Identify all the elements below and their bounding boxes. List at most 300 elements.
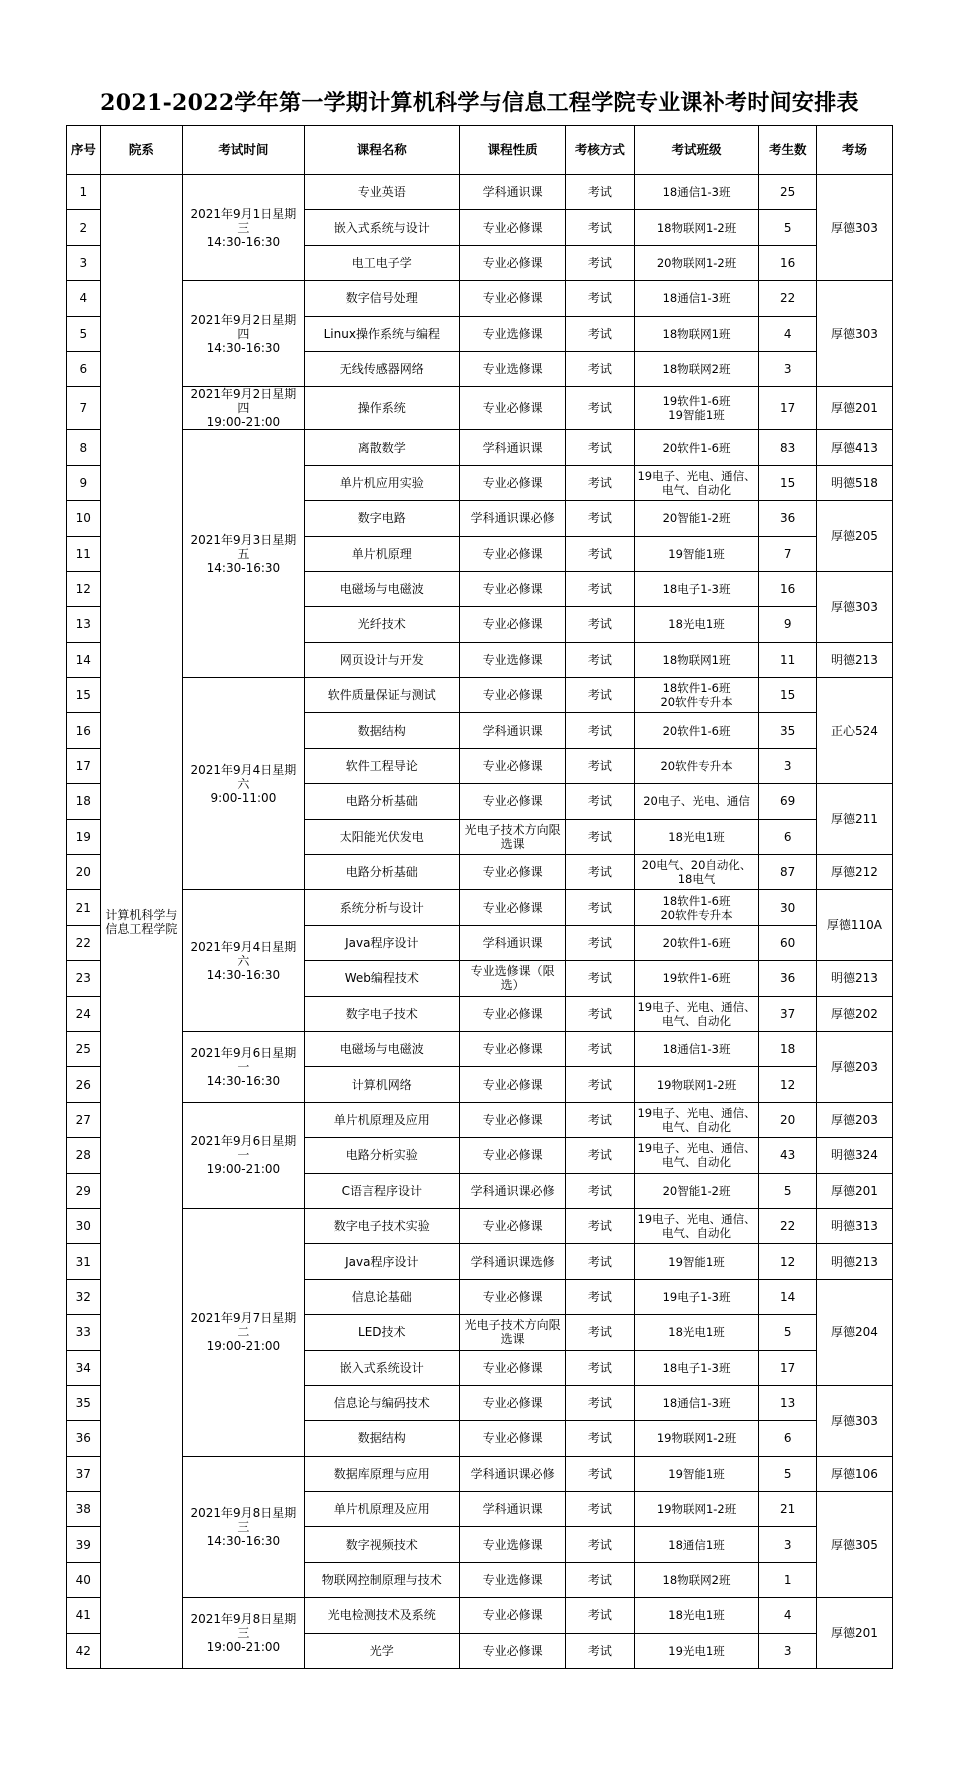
table-row (67, 1102, 893, 1137)
row-number-cell: 39 (67, 1527, 101, 1562)
page-title: 2021-2022学年第一学期计算机科学与信息工程学院专业课补考时间安排表 (100, 90, 859, 116)
course-type-cell: 学科通识课必修 (459, 1456, 565, 1491)
exam-time-cell: 2021年9月4日星期六 14:30-16:30 (183, 890, 305, 1032)
assessment-method-cell: 考试 (566, 316, 634, 351)
course-type-cell: 专业必修课 (459, 890, 565, 925)
exam-class-cell: 19电子、光电、通信、电气、自动化 (634, 1208, 759, 1243)
row-number-cell: 20 (67, 855, 101, 890)
row-number-cell: 32 (67, 1279, 101, 1314)
course-type-cell: 专业必修课 (459, 855, 565, 890)
exam-class-cell: 20软件1-6班 (634, 430, 759, 465)
assessment-method-cell: 考试 (566, 1598, 634, 1633)
exam-class-cell: 18通信1-3班 (634, 1031, 759, 1066)
course-type-cell: 专业选修课 (459, 1562, 565, 1597)
course-name-cell: 光学 (304, 1633, 459, 1668)
student-count-cell: 4 (759, 316, 817, 351)
student-count-cell: 60 (759, 925, 817, 960)
assessment-method-cell: 考试 (566, 607, 634, 642)
course-type-cell: 专业必修课 (459, 1067, 565, 1102)
course-name-cell: 光电检测技术及系统 (304, 1598, 459, 1633)
assessment-method-cell: 考试 (566, 855, 634, 890)
exam-time-cell: 2021年9月6日星期一 14:30-16:30 (183, 1031, 305, 1102)
course-type-cell: 光电子技术方向限选课 (459, 1315, 565, 1350)
student-count-cell: 5 (759, 210, 817, 245)
course-type-cell: 专业选修课（限选） (459, 961, 565, 996)
course-type-cell: 专业必修课 (459, 996, 565, 1031)
exam-class-cell: 18电子1-3班 (634, 1350, 759, 1385)
exam-room-cell: 厚德110A (816, 890, 892, 961)
student-count-cell: 3 (759, 748, 817, 783)
course-type-cell: 专业必修课 (459, 1350, 565, 1385)
student-count-cell: 12 (759, 1067, 817, 1102)
department-cell: 计算机科学与信息工程学院 (100, 175, 182, 1669)
student-count-cell: 6 (759, 1421, 817, 1456)
student-count-cell: 83 (759, 430, 817, 465)
row-number-cell: 28 (67, 1138, 101, 1173)
table-row (67, 890, 893, 925)
course-type-cell: 专业必修课 (459, 387, 565, 430)
student-count-cell: 5 (759, 1456, 817, 1491)
course-type-cell: 学科通识课 (459, 175, 565, 210)
course-name-cell: 单片机原理 (304, 536, 459, 571)
assessment-method-cell: 考试 (566, 642, 634, 677)
exam-room-cell: 明德213 (816, 1244, 892, 1279)
header-cell: 课程名称 (304, 126, 459, 175)
exam-room-cell: 厚德303 (816, 175, 892, 281)
course-type-cell: 专业必修课 (459, 1208, 565, 1243)
exam-class-cell: 19智能1班 (634, 536, 759, 571)
table-row (67, 678, 893, 713)
course-type-cell: 专业必修课 (459, 1598, 565, 1633)
course-type-cell: 专业必修课 (459, 678, 565, 713)
exam-class-cell: 18通信1班 (634, 1527, 759, 1562)
assessment-method-cell: 考试 (566, 1067, 634, 1102)
course-type-cell: 专业必修课 (459, 465, 565, 500)
exam-class-cell: 18光电1班 (634, 1315, 759, 1350)
course-name-cell: 计算机网络 (304, 1067, 459, 1102)
assessment-method-cell: 考试 (566, 210, 634, 245)
exam-room-cell: 厚德203 (816, 1031, 892, 1102)
row-number-cell: 35 (67, 1385, 101, 1420)
course-name-cell: 离散数学 (304, 430, 459, 465)
exam-room-cell: 厚德203 (816, 1102, 892, 1137)
course-name-cell: 系统分析与设计 (304, 890, 459, 925)
course-name-cell: 单片机原理及应用 (304, 1102, 459, 1137)
course-type-cell: 专业必修课 (459, 1031, 565, 1066)
exam-room-cell: 明德213 (816, 961, 892, 996)
student-count-cell: 16 (759, 571, 817, 606)
exam-room-cell: 明德313 (816, 1208, 892, 1243)
exam-room-cell: 厚德305 (816, 1492, 892, 1598)
row-number-cell: 41 (67, 1598, 101, 1633)
assessment-method-cell: 考试 (566, 430, 634, 465)
assessment-method-cell: 考试 (566, 1315, 634, 1350)
exam-class-cell: 19软件1-6班 19智能1班 (634, 387, 759, 430)
course-name-cell: LED技术 (304, 1315, 459, 1350)
student-count-cell: 3 (759, 1633, 817, 1668)
exam-class-cell: 19电子1-3班 (634, 1279, 759, 1314)
assessment-method-cell: 考试 (566, 1173, 634, 1208)
row-number-cell: 14 (67, 642, 101, 677)
course-type-cell: 学科通识课 (459, 1492, 565, 1527)
exam-class-cell: 18通信1-3班 (634, 175, 759, 210)
row-number-cell: 12 (67, 571, 101, 606)
course-type-cell: 光电子技术方向限选课 (459, 819, 565, 854)
course-name-cell: 电磁场与电磁波 (304, 571, 459, 606)
course-name-cell: 数字电路 (304, 501, 459, 536)
course-type-cell: 专业必修课 (459, 1633, 565, 1668)
exam-time-cell: 2021年9月2日星期四 19:00-21:00 (183, 387, 305, 430)
course-name-cell: 信息论与编码技术 (304, 1385, 459, 1420)
student-count-cell: 20 (759, 1102, 817, 1137)
exam-class-cell: 18物联网1-2班 (634, 210, 759, 245)
exam-room-cell: 明德324 (816, 1138, 892, 1173)
course-type-cell: 专业选修课 (459, 642, 565, 677)
course-type-cell: 专业必修课 (459, 784, 565, 819)
exam-time-cell: 2021年9月2日星期四 14:30-16:30 (183, 281, 305, 387)
exam-class-cell: 20软件专升本 (634, 748, 759, 783)
assessment-method-cell: 考试 (566, 387, 634, 430)
course-name-cell: 电工电子学 (304, 245, 459, 280)
row-number-cell: 25 (67, 1031, 101, 1066)
table-header-row (67, 126, 893, 175)
row-number-cell: 19 (67, 819, 101, 854)
student-count-cell: 3 (759, 351, 817, 386)
row-number-cell: 11 (67, 536, 101, 571)
header-cell: 院系 (100, 126, 182, 175)
course-type-cell: 专业必修课 (459, 281, 565, 316)
student-count-cell: 7 (759, 536, 817, 571)
student-count-cell: 1 (759, 1562, 817, 1597)
exam-class-cell: 18软件1-6班 20软件专升本 (634, 890, 759, 925)
exam-class-cell: 18通信1-3班 (634, 281, 759, 316)
assessment-method-cell: 考试 (566, 1244, 634, 1279)
assessment-method-cell: 考试 (566, 890, 634, 925)
assessment-method-cell: 考试 (566, 501, 634, 536)
exam-class-cell: 18光电1班 (634, 607, 759, 642)
exam-class-cell: 20软件1-6班 (634, 925, 759, 960)
student-count-cell: 14 (759, 1279, 817, 1314)
student-count-cell: 16 (759, 245, 817, 280)
exam-class-cell: 20智能1-2班 (634, 1173, 759, 1208)
row-number-cell: 26 (67, 1067, 101, 1102)
exam-class-cell: 18物联网1班 (634, 642, 759, 677)
course-name-cell: 软件质量保证与测试 (304, 678, 459, 713)
exam-class-cell: 20电气、20自动化、18电气 (634, 855, 759, 890)
exam-room-cell: 厚德202 (816, 996, 892, 1031)
course-name-cell: 光纤技术 (304, 607, 459, 642)
student-count-cell: 6 (759, 819, 817, 854)
row-number-cell: 24 (67, 996, 101, 1031)
header-cell: 考场 (816, 126, 892, 175)
table-row (67, 1456, 893, 1491)
exam-class-cell: 18物联网2班 (634, 1562, 759, 1597)
table-row (67, 281, 893, 316)
course-name-cell: 软件工程导论 (304, 748, 459, 783)
course-name-cell: 电磁场与电磁波 (304, 1031, 459, 1066)
exam-room-cell: 明德518 (816, 465, 892, 500)
course-type-cell: 专业必修课 (459, 210, 565, 245)
course-name-cell: 数据结构 (304, 713, 459, 748)
exam-room-cell: 明德213 (816, 642, 892, 677)
exam-class-cell: 20智能1-2班 (634, 501, 759, 536)
exam-class-cell: 18物联网2班 (634, 351, 759, 386)
course-name-cell: 电路分析实验 (304, 1138, 459, 1173)
row-number-cell: 33 (67, 1315, 101, 1350)
exam-class-cell: 18软件1-6班 20软件专升本 (634, 678, 759, 713)
row-number-cell: 13 (67, 607, 101, 642)
row-number-cell: 23 (67, 961, 101, 996)
assessment-method-cell: 考试 (566, 784, 634, 819)
exam-room-cell: 厚德204 (816, 1279, 892, 1385)
course-name-cell: 太阳能光伏发电 (304, 819, 459, 854)
assessment-method-cell: 考试 (566, 1492, 634, 1527)
student-count-cell: 17 (759, 1350, 817, 1385)
student-count-cell: 36 (759, 961, 817, 996)
student-count-cell: 43 (759, 1138, 817, 1173)
assessment-method-cell: 考试 (566, 1102, 634, 1137)
course-name-cell: 数字信号处理 (304, 281, 459, 316)
course-type-cell: 专业必修课 (459, 607, 565, 642)
course-type-cell: 专业必修课 (459, 748, 565, 783)
course-name-cell: Java程序设计 (304, 925, 459, 960)
assessment-method-cell: 考试 (566, 1208, 634, 1243)
assessment-method-cell: 考试 (566, 678, 634, 713)
course-type-cell: 专业必修课 (459, 536, 565, 571)
assessment-method-cell: 考试 (566, 536, 634, 571)
row-number-cell: 3 (67, 245, 101, 280)
row-number-cell: 27 (67, 1102, 101, 1137)
course-name-cell: 数据结构 (304, 1421, 459, 1456)
assessment-method-cell: 考试 (566, 1138, 634, 1173)
row-number-cell: 16 (67, 713, 101, 748)
exam-class-cell: 19电子、光电、通信、电气、自动化 (634, 1138, 759, 1173)
course-type-cell: 学科通识课 (459, 430, 565, 465)
student-count-cell: 37 (759, 996, 817, 1031)
course-name-cell: 专业英语 (304, 175, 459, 210)
exam-class-cell: 19物联网1-2班 (634, 1492, 759, 1527)
course-name-cell: Web编程技术 (304, 961, 459, 996)
exam-class-cell: 18电子1-3班 (634, 571, 759, 606)
assessment-method-cell: 考试 (566, 925, 634, 960)
course-name-cell: 单片机应用实验 (304, 465, 459, 500)
course-name-cell: 电路分析基础 (304, 855, 459, 890)
student-count-cell: 15 (759, 678, 817, 713)
row-number-cell: 1 (67, 175, 101, 210)
exam-time-cell: 2021年9月8日星期三 19:00-21:00 (183, 1598, 305, 1669)
course-type-cell: 学科通识课 (459, 713, 565, 748)
exam-class-cell: 20电子、光电、通信 (634, 784, 759, 819)
course-type-cell: 专业必修课 (459, 571, 565, 606)
course-type-cell: 专业必修课 (459, 1138, 565, 1173)
course-type-cell: 专业必修课 (459, 1279, 565, 1314)
exam-class-cell: 19电子、光电、通信、电气、自动化 (634, 996, 759, 1031)
exam-class-cell: 18通信1-3班 (634, 1385, 759, 1420)
row-number-cell: 5 (67, 316, 101, 351)
assessment-method-cell: 考试 (566, 1385, 634, 1420)
course-type-cell: 专业选修课 (459, 351, 565, 386)
student-count-cell: 18 (759, 1031, 817, 1066)
course-name-cell: C语言程序设计 (304, 1173, 459, 1208)
row-number-cell: 38 (67, 1492, 101, 1527)
row-number-cell: 15 (67, 678, 101, 713)
course-name-cell: 物联网控制原理与技术 (304, 1562, 459, 1597)
assessment-method-cell: 考试 (566, 1456, 634, 1491)
exam-room-cell: 厚德303 (816, 281, 892, 387)
student-count-cell: 36 (759, 501, 817, 536)
assessment-method-cell: 考试 (566, 748, 634, 783)
student-count-cell: 9 (759, 607, 817, 642)
course-type-cell: 专业必修课 (459, 245, 565, 280)
assessment-method-cell: 考试 (566, 465, 634, 500)
course-name-cell: 操作系统 (304, 387, 459, 430)
assessment-method-cell: 考试 (566, 1633, 634, 1668)
exam-room-cell: 厚德211 (816, 784, 892, 855)
student-count-cell: 4 (759, 1598, 817, 1633)
course-name-cell: Linux操作系统与编程 (304, 316, 459, 351)
exam-class-cell: 19软件1-6班 (634, 961, 759, 996)
course-name-cell: 数据库原理与应用 (304, 1456, 459, 1491)
row-number-cell: 21 (67, 890, 101, 925)
exam-class-cell: 18光电1班 (634, 819, 759, 854)
row-number-cell: 7 (67, 387, 101, 430)
exam-time-cell: 2021年9月7日星期二 19:00-21:00 (183, 1208, 305, 1456)
course-name-cell: 无线传感器网络 (304, 351, 459, 386)
course-name-cell: 信息论基础 (304, 1279, 459, 1314)
exam-class-cell: 19智能1班 (634, 1456, 759, 1491)
assessment-method-cell: 考试 (566, 571, 634, 606)
assessment-method-cell: 考试 (566, 1350, 634, 1385)
exam-room-cell: 厚德212 (816, 855, 892, 890)
exam-room-cell: 正心524 (816, 678, 892, 784)
exam-class-cell: 20物联网1-2班 (634, 245, 759, 280)
student-count-cell: 69 (759, 784, 817, 819)
course-name-cell: 嵌入式系统设计 (304, 1350, 459, 1385)
row-number-cell: 8 (67, 430, 101, 465)
assessment-method-cell: 考试 (566, 819, 634, 854)
exam-room-cell: 厚德201 (816, 387, 892, 430)
table-row (67, 1598, 893, 1633)
student-count-cell: 5 (759, 1173, 817, 1208)
table-row (67, 430, 893, 465)
student-count-cell: 25 (759, 175, 817, 210)
exam-class-cell: 19物联网1-2班 (634, 1067, 759, 1102)
row-number-cell: 6 (67, 351, 101, 386)
student-count-cell: 21 (759, 1492, 817, 1527)
assessment-method-cell: 考试 (566, 175, 634, 210)
row-number-cell: 31 (67, 1244, 101, 1279)
student-count-cell: 35 (759, 713, 817, 748)
exam-class-cell: 18光电1班 (634, 1598, 759, 1633)
exam-room-cell: 厚德303 (816, 1385, 892, 1456)
course-type-cell: 专业必修课 (459, 1102, 565, 1137)
row-number-cell: 34 (67, 1350, 101, 1385)
exam-class-cell: 19电子、光电、通信、电气、自动化 (634, 465, 759, 500)
table-row (67, 175, 893, 210)
assessment-method-cell: 考试 (566, 996, 634, 1031)
assessment-method-cell: 考试 (566, 1421, 634, 1456)
student-count-cell: 22 (759, 281, 817, 316)
exam-room-cell: 厚德413 (816, 430, 892, 465)
course-type-cell: 学科通识课选修 (459, 1244, 565, 1279)
exam-class-cell: 19电子、光电、通信、电气、自动化 (634, 1102, 759, 1137)
student-count-cell: 3 (759, 1527, 817, 1562)
exam-class-cell: 20软件1-6班 (634, 713, 759, 748)
row-number-cell: 30 (67, 1208, 101, 1243)
row-number-cell: 29 (67, 1173, 101, 1208)
row-number-cell: 17 (67, 748, 101, 783)
exam-time-cell: 2021年9月3日星期五 14:30-16:30 (183, 430, 305, 678)
student-count-cell: 12 (759, 1244, 817, 1279)
exam-time-cell: 2021年9月1日星期三 14:30-16:30 (183, 175, 305, 281)
exam-class-cell: 19物联网1-2班 (634, 1421, 759, 1456)
row-number-cell: 36 (67, 1421, 101, 1456)
course-name-cell: 数字电子技术实验 (304, 1208, 459, 1243)
course-type-cell: 专业必修课 (459, 1421, 565, 1456)
student-count-cell: 30 (759, 890, 817, 925)
exam-schedule-table (66, 125, 893, 1669)
exam-room-cell: 厚德303 (816, 571, 892, 642)
exam-room-cell: 厚德201 (816, 1598, 892, 1669)
row-number-cell: 10 (67, 501, 101, 536)
course-name-cell: 网页设计与开发 (304, 642, 459, 677)
course-name-cell: 单片机原理及应用 (304, 1492, 459, 1527)
course-name-cell: 数字电子技术 (304, 996, 459, 1031)
student-count-cell: 13 (759, 1385, 817, 1420)
row-number-cell: 4 (67, 281, 101, 316)
assessment-method-cell: 考试 (566, 713, 634, 748)
exam-time-cell: 2021年9月4日星期六 9:00-11:00 (183, 678, 305, 890)
exam-time-cell: 2021年9月8日星期三 14:30-16:30 (183, 1456, 305, 1598)
exam-class-cell: 19智能1班 (634, 1244, 759, 1279)
exam-room-cell: 厚德201 (816, 1173, 892, 1208)
header-cell: 课程性质 (459, 126, 565, 175)
row-number-cell: 42 (67, 1633, 101, 1668)
exam-time-cell: 2021年9月6日星期一 19:00-21:00 (183, 1102, 305, 1208)
assessment-method-cell: 考试 (566, 1279, 634, 1314)
course-type-cell: 学科通识课必修 (459, 1173, 565, 1208)
exam-class-cell: 19光电1班 (634, 1633, 759, 1668)
table-row (67, 1031, 893, 1066)
student-count-cell: 22 (759, 1208, 817, 1243)
header-cell: 考试时间 (183, 126, 305, 175)
assessment-method-cell: 考试 (566, 1562, 634, 1597)
header-cell: 考核方式 (566, 126, 634, 175)
assessment-method-cell: 考试 (566, 351, 634, 386)
course-name-cell: 嵌入式系统与设计 (304, 210, 459, 245)
student-count-cell: 17 (759, 387, 817, 430)
header-cell: 考试班级 (634, 126, 759, 175)
assessment-method-cell: 考试 (566, 1527, 634, 1562)
assessment-method-cell: 考试 (566, 281, 634, 316)
course-type-cell: 专业选修课 (459, 1527, 565, 1562)
header-cell: 考生数 (759, 126, 817, 175)
course-name-cell: Java程序设计 (304, 1244, 459, 1279)
student-count-cell: 11 (759, 642, 817, 677)
assessment-method-cell: 考试 (566, 961, 634, 996)
table-row (67, 1208, 893, 1243)
assessment-method-cell: 考试 (566, 1031, 634, 1066)
table-row (67, 387, 893, 430)
exam-room-cell: 厚德205 (816, 501, 892, 572)
row-number-cell: 22 (67, 925, 101, 960)
student-count-cell: 5 (759, 1315, 817, 1350)
row-number-cell: 37 (67, 1456, 101, 1491)
row-number-cell: 40 (67, 1562, 101, 1597)
student-count-cell: 15 (759, 465, 817, 500)
course-type-cell: 学科通识课必修 (459, 501, 565, 536)
assessment-method-cell: 考试 (566, 245, 634, 280)
